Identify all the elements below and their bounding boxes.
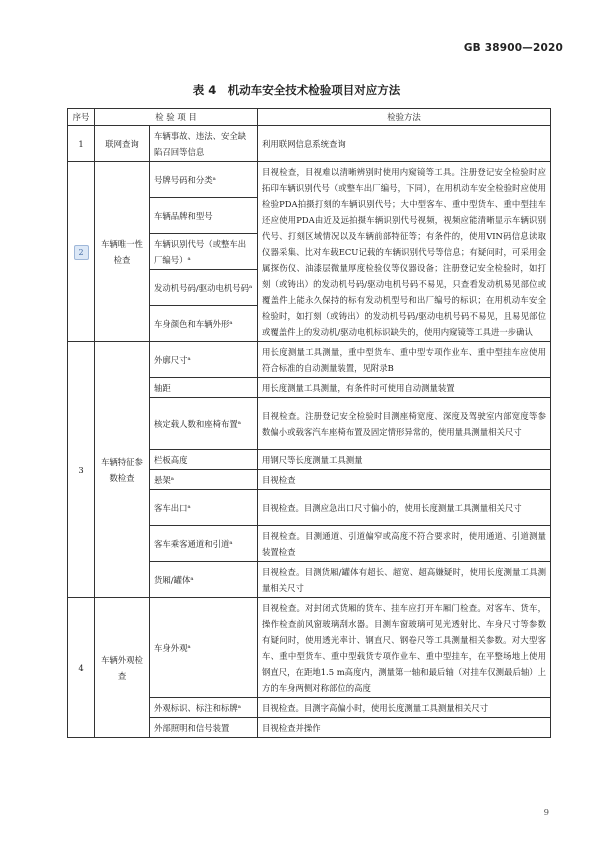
header-item: 检 验 项 目 bbox=[95, 109, 258, 126]
table-header-row bbox=[68, 109, 551, 126]
item-cell: 车辆事故、违法、安全缺陷召回等信息 bbox=[150, 126, 258, 162]
item-cell: 外观标识、标注和标牌ᵃ bbox=[150, 698, 258, 718]
item-cell: 发动机号码/驱动电机号码ᵃ bbox=[150, 270, 258, 306]
item-cell: 外廓尺寸ᵃ bbox=[150, 342, 258, 378]
item-cell: 货厢/罐体ᵃ bbox=[150, 562, 258, 598]
method-cell: 目视检查。注册登记安全检验时目测座椅宽度、深度及驾驶室内部宽度等参数偏小或载客汽车座椅布置及固定情形异常的，使用量具测量相关尺寸 bbox=[258, 398, 551, 450]
item-cell: 栏板高度 bbox=[150, 450, 258, 470]
method-cell: 目视检查。目测货厢/罐体有超长、超宽、超高嫌疑时，使用长度测量工具测量相关尺寸 bbox=[258, 562, 551, 598]
header-method: 检验方法 bbox=[258, 109, 551, 126]
row-number: 1 bbox=[68, 126, 95, 162]
table-row bbox=[68, 162, 551, 198]
method-cell: 用长度测量工具测量，重中型货车、重中型专项作业车、重中型挂车应使用符合标准的自动测量装置，见附录B bbox=[258, 342, 551, 378]
item-cell: 客车出口ᵃ bbox=[150, 490, 258, 526]
item-cell: 车辆品牌和型号 bbox=[150, 198, 258, 234]
method-cell: 目视检查 bbox=[258, 470, 551, 490]
method-cell: 目视检查。对封闭式货厢的货车、挂车应打开车厢门检查。对客车、货车，操作检查前风窗玻璃刮水器。目测车窗玻璃可见光透射比、车身尺寸等参数有疑问时，使用透光率计、钢直尺、钢卷尺等工具测量相关参数。对大型客车、重中型货车、重中型载货专项作业车、重中型挂车，在平整场地上使用钢直尺，在距地1.5 m高度内，测量第一轴和最后轴（对挂车仅测最后轴）上方的车身两侧对称部位的高度 bbox=[258, 598, 551, 698]
table-row bbox=[68, 126, 551, 162]
item-cell: 客车乘客通道和引道ᵃ bbox=[150, 526, 258, 562]
item-cell: 车辆识别代号（或整车出厂编号）ᵃ bbox=[150, 234, 258, 270]
method-cell: 目视检查。目测通道、引道偏窄或高度不符合要求时，使用通道、引道测量装置检查 bbox=[258, 526, 551, 562]
row-number[interactable] bbox=[68, 162, 95, 342]
table-row bbox=[68, 598, 551, 698]
row-number: 4 bbox=[68, 598, 95, 738]
method-cell: 用钢尺等长度测量工具测量 bbox=[258, 450, 551, 470]
category-cell: 车辆外观检查 bbox=[95, 598, 150, 738]
item-cell: 车身颜色和车辆外形ᵃ bbox=[150, 306, 258, 342]
inspection-table bbox=[67, 108, 551, 738]
standard-number: GB 38900—2020 bbox=[463, 42, 563, 54]
table-row bbox=[68, 342, 551, 378]
method-cell: 目视检查，目视难以清晰辨别时使用内窥镜等工具。注册登记安全检验时应拓印车辆识别代号（或整车出厂编号，下同），在用机动车安全检验时应使用检验PDA拍摄打刻的车辆识别代号；大中型客车、重中型货车、重中型挂车还应使用PDA由近及远拍摄车辆识别代号视频，视频应能清晰显示车辆识别代号、打刻区域情况以及车辆前部特征等；有条件的，使用VIN码信息读取仪器采集、比对车载ECU记载的车辆识别代号等信息；有疑问时，可采用金属探伤仪、油漆层微量厚度检验仪等仪器设备；注册登记安全检验时，如打刻（或铸出）的发动机号码/驱动电机号码不易见，只查看发动机易见部位或覆盖件上能永久保持的标有发动机型号和出厂编号的标识；在用机动车安全检验时，如打刻（或铸出）的发动机号码/驱动电机号码不易见，且易见部位或覆盖件上的发动机/驱动电机标识缺失的，使用内窥镜等工具进一步确认 bbox=[258, 162, 551, 342]
category-cell: 联网查询 bbox=[95, 126, 150, 162]
item-cell: 轴距 bbox=[150, 378, 258, 398]
method-cell: 目视检查。目测字高偏小时，使用长度测量工具测量相关尺寸 bbox=[258, 698, 551, 718]
header-no: 序号 bbox=[68, 109, 95, 126]
page-number: 9 bbox=[543, 808, 549, 818]
method-cell: 用长度测量工具测量，有条件时可使用自动测量装置 bbox=[258, 378, 551, 398]
method-cell: 利用联网信息系统查询 bbox=[258, 126, 551, 162]
item-cell: 车身外观ᵃ bbox=[150, 598, 258, 698]
item-cell: 外部照明和信号装置 bbox=[150, 718, 258, 738]
category-cell: 车辆特征参数检查 bbox=[95, 342, 150, 598]
table-title: 表 4 机动车安全技术检验项目对应方法 bbox=[192, 83, 401, 97]
item-cell: 号牌号码和分类ᵃ bbox=[150, 162, 258, 198]
item-cell: 核定载人数和座椅布置ᵃ bbox=[150, 398, 258, 450]
method-cell: 目视检查。目测应急出口尺寸偏小的，使用长度测量工具测量相关尺寸 bbox=[258, 490, 551, 526]
row-number: 3 bbox=[68, 342, 95, 598]
method-cell: 目视检查并操作 bbox=[258, 718, 551, 738]
row-selection-marker[interactable]: 2 bbox=[74, 245, 89, 260]
category-cell: 车辆唯一性检查 bbox=[95, 162, 150, 342]
item-cell: 悬架ᵃ bbox=[150, 470, 258, 490]
